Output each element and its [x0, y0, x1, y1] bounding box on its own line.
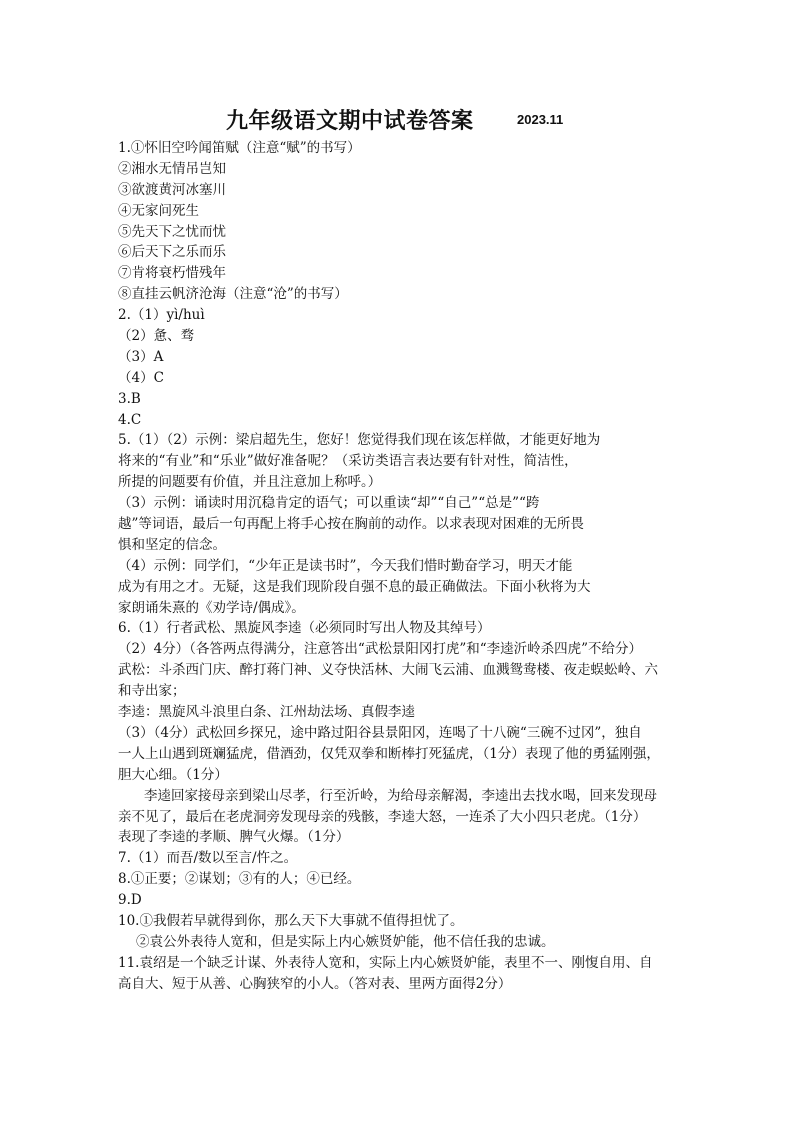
- answer-line: 武松：斗杀西门庆、醉打蒋门神、义夺快活林、大闹飞云浦、血溅鸳鸯楼、夜走蜈蚣岭、六: [118, 662, 658, 679]
- answer-line: 1.①怀旧空吟闻笛赋（注意“赋”的书写）: [118, 140, 361, 156]
- answer-line: 胆大心细。（1分）: [118, 766, 228, 783]
- exam-date: 2023.11: [517, 112, 564, 127]
- answer-line: ⑤先天下之忧而忧: [118, 223, 226, 240]
- answer-line: 成为有用之才。无疑，这是我们现阶段自强不息的最正确做法。下面小秋将为大: [118, 578, 591, 595]
- answer-line: 李逵：黑旋风斗浪里白条、江州劫法场、真假李逵: [118, 704, 415, 721]
- answer-line: 惧和坚定的信念。: [118, 536, 226, 553]
- answer-line: ②湘水无情吊岂知: [118, 160, 226, 177]
- answer-line: （2）4分）（各答两点得满分，注意答出“武松景阳冈打虎”和“李逵沂岭杀四虎”不给分）: [118, 641, 643, 658]
- answer-line: 和寺出家；: [118, 683, 186, 700]
- answer-line: 李逵回家接母亲到梁山尽孝，行至沂岭，为给母亲解渴，李逵出去找水喝，回来发现母: [144, 787, 657, 804]
- answer-line: ⑧直挂云帆济沧海（注意“沧”的书写）: [118, 286, 348, 303]
- answer-line: ②袁公外表待人宽和，但是实际上内心嫉贤妒能，他不信任我的忠诚。: [136, 933, 555, 950]
- answer-line: 表现了李逵的孝顺、脾气火爆。（1分）: [118, 829, 350, 846]
- title-row: [0, 104, 794, 138]
- answer-line: 所提的问题要有价值，并且注意加上称呼。）: [118, 474, 382, 491]
- answer-line: （4）示例：同学们，“少年正是读书时”，今天我们惜时勤奋学习，明天才能: [118, 557, 573, 574]
- answer-line: 越”等词语，最后一句再配上将手心按在胸前的动作。以求表现对困难的无所畏: [118, 516, 584, 533]
- answer-line: （3）示例：诵读时用沉稳肯定的语气；可以重读“却”“自己”“总是”“跨: [118, 495, 540, 512]
- answer-line: （2）惫、骛: [118, 328, 195, 345]
- answer-line: 一人上山遇到斑斓猛虎，借酒劲，仅凭双拳和断棒打死猛虎，（1分）表现了他的勇猛刚强，: [118, 745, 660, 762]
- answer-line: 亲不见了，最后在老虎洞旁发现母亲的残骸，李逵大怒，一连杀了大小四只老虎。（1分）: [118, 808, 647, 825]
- answer-line: ④无家问死生: [118, 202, 199, 219]
- answer-line: 6.（1）行者武松、黑旋风李逵（必须同时写出人物及其绰号）: [118, 620, 491, 637]
- answer-line: 2.（1）yì/huì: [118, 307, 205, 324]
- answer-line: ⑦肯将衰朽惜残年: [118, 265, 226, 282]
- answer-line: 家朗诵朱熹的《劝学诗/偶成》。: [118, 599, 305, 616]
- answer-content: [118, 138, 688, 995]
- answer-line: 高自大、短于从善、心胸狭窄的小人。（答对表、里两方面得2分）: [118, 975, 512, 992]
- answer-line: ③欲渡黄河冰塞川: [118, 181, 226, 198]
- answer-line: 3.B: [118, 390, 141, 407]
- page-title: 九年级语文期中试卷答案: [226, 108, 474, 134]
- answer-line: 5.（1）（2）示例：梁启超先生，您好！您觉得我们现在该怎样做，才能更好地为: [118, 432, 601, 449]
- answer-line: （3）（4分）武松回乡探兄，途中路过阳谷县景阳冈，连喝了十八碗“三碗不过冈”，独自: [118, 724, 642, 741]
- answer-line: 8.①正要；②谋划；③有的人；④已经。: [118, 871, 361, 888]
- answer-line: （4）C: [118, 369, 164, 386]
- answer-line: （3）A: [118, 348, 164, 365]
- answer-line: 7.（1）而吾/数以至言/忤之。: [118, 850, 298, 867]
- answer-line: 11.袁绍是一个缺乏计谋、外表待人宽和，实际上内心嫉贤妒能，表里不一、刚愎自用、自: [118, 954, 653, 971]
- answer-line: ⑥后天下之乐而乐: [118, 244, 226, 261]
- answer-line: 10.①我假若早就得到你，那么天下大事就不值得担忧了。: [118, 912, 464, 929]
- answer-line: 4.C: [118, 411, 142, 428]
- answer-line: 将来的“有业”和“乐业”做好准备呢？（采访类语言表达要有针对性，简洁性，: [118, 453, 578, 470]
- answer-line: 9.D: [118, 892, 142, 909]
